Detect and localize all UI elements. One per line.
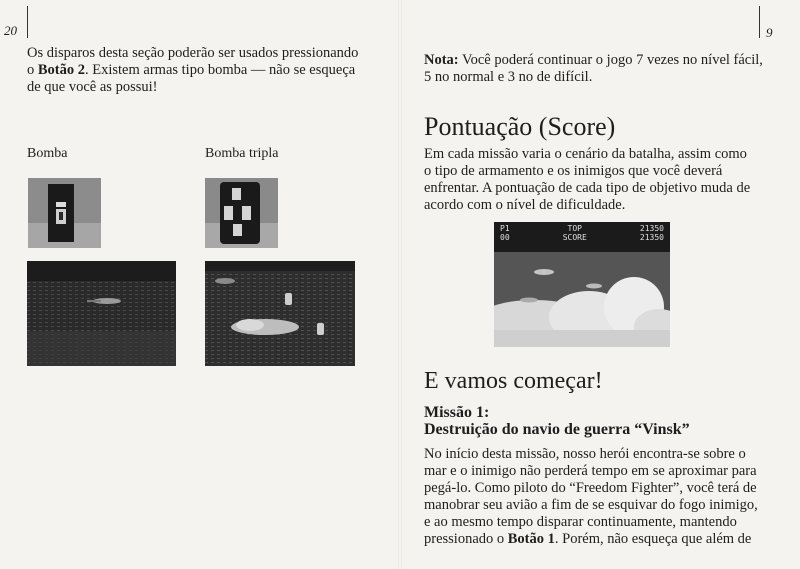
- text-line: enfrentar. A pontuação de cada tipo de objetivo muda de: [424, 180, 751, 196]
- hud-top-label: TOP: [567, 224, 582, 233]
- triple-bomb-item-image: [205, 178, 278, 248]
- start-heading: E vamos começar!: [424, 368, 603, 394]
- gameplay-image: [27, 261, 176, 366]
- gameplay-screenshot-bomb: [27, 261, 176, 366]
- button-name: Botão 2: [37, 62, 85, 78]
- text-line: o tipo de armamento e os inimigos que você deverá: [424, 163, 723, 179]
- score-screenshot: [494, 222, 670, 347]
- note-paragraph: [424, 52, 774, 86]
- note-label: Nota:: [424, 52, 459, 68]
- text-line: manobrar seu avião a fim de se esquivar do fogo inimigo,: [424, 497, 758, 513]
- text-line: Nota: Você poderá continuar o jogo 7 vezes no nível fácil,: [424, 52, 763, 68]
- text-line: e ao mesmo tempo disparar continuamente, mantendo: [424, 514, 737, 530]
- intro-paragraph: [27, 45, 395, 96]
- hud-top-value: 21350: [639, 224, 664, 233]
- caption-triple-bomb: Bomba tripla: [205, 146, 279, 161]
- page-number: 20: [4, 23, 17, 38]
- mission-subtitle: Destruição do navio de guerra “Vinsk”: [424, 421, 690, 438]
- hud-score-label: SCORE: [562, 233, 587, 242]
- button-name: Botão 1: [507, 531, 555, 547]
- score-paragraph: [424, 146, 774, 214]
- text-line: Os disparos desta seção poderão ser usados pressionando: [27, 45, 359, 61]
- text-line: Em cada missão varia o cenário da batalha, assim como: [424, 146, 747, 162]
- text-line: pressionado o Botão 1. Porém, não esqueça que além de: [424, 531, 752, 547]
- text-line: de que você as possui!: [27, 79, 158, 95]
- crop-mark: [27, 6, 28, 38]
- gameplay-image: [205, 261, 355, 366]
- caption-bomb: Bomba: [27, 146, 68, 161]
- text-line: o Botão 2. Existem armas tipo bomba — não se esqueça: [27, 62, 356, 78]
- text-line: acordo com o nível de dificuldade.: [424, 197, 626, 213]
- mission-title: Missão 1:: [424, 404, 490, 421]
- crop-mark: [759, 6, 760, 38]
- right-page: [400, 0, 800, 569]
- hud-player: P1: [500, 224, 510, 233]
- page-number: 9: [766, 25, 773, 40]
- text-line: pegá-lo. Como piloto do “Freedom Fighter”, você terá de: [424, 480, 757, 496]
- score-heading: Pontuação (Score): [424, 112, 616, 141]
- hud-row: [500, 224, 664, 233]
- bomb-item-image: [28, 178, 101, 248]
- hud-score-value: 21350: [639, 233, 664, 242]
- text-line: 5 no normal e 3 no de difícil.: [424, 69, 593, 85]
- text-line: mar e o inimigo não perderá tempo em se aproximar para: [424, 463, 757, 479]
- bomb-icon: [28, 178, 101, 248]
- text-line: No início desta missão, nosso herói encontra-se sobre o: [424, 446, 746, 462]
- hud: [500, 224, 664, 242]
- gameplay-screenshot-triple-bomb: [205, 261, 355, 366]
- triple-bomb-icon: [205, 178, 278, 248]
- hud-lives: 00: [500, 233, 510, 242]
- mission-paragraph: [424, 446, 776, 548]
- hud-row: [500, 233, 664, 242]
